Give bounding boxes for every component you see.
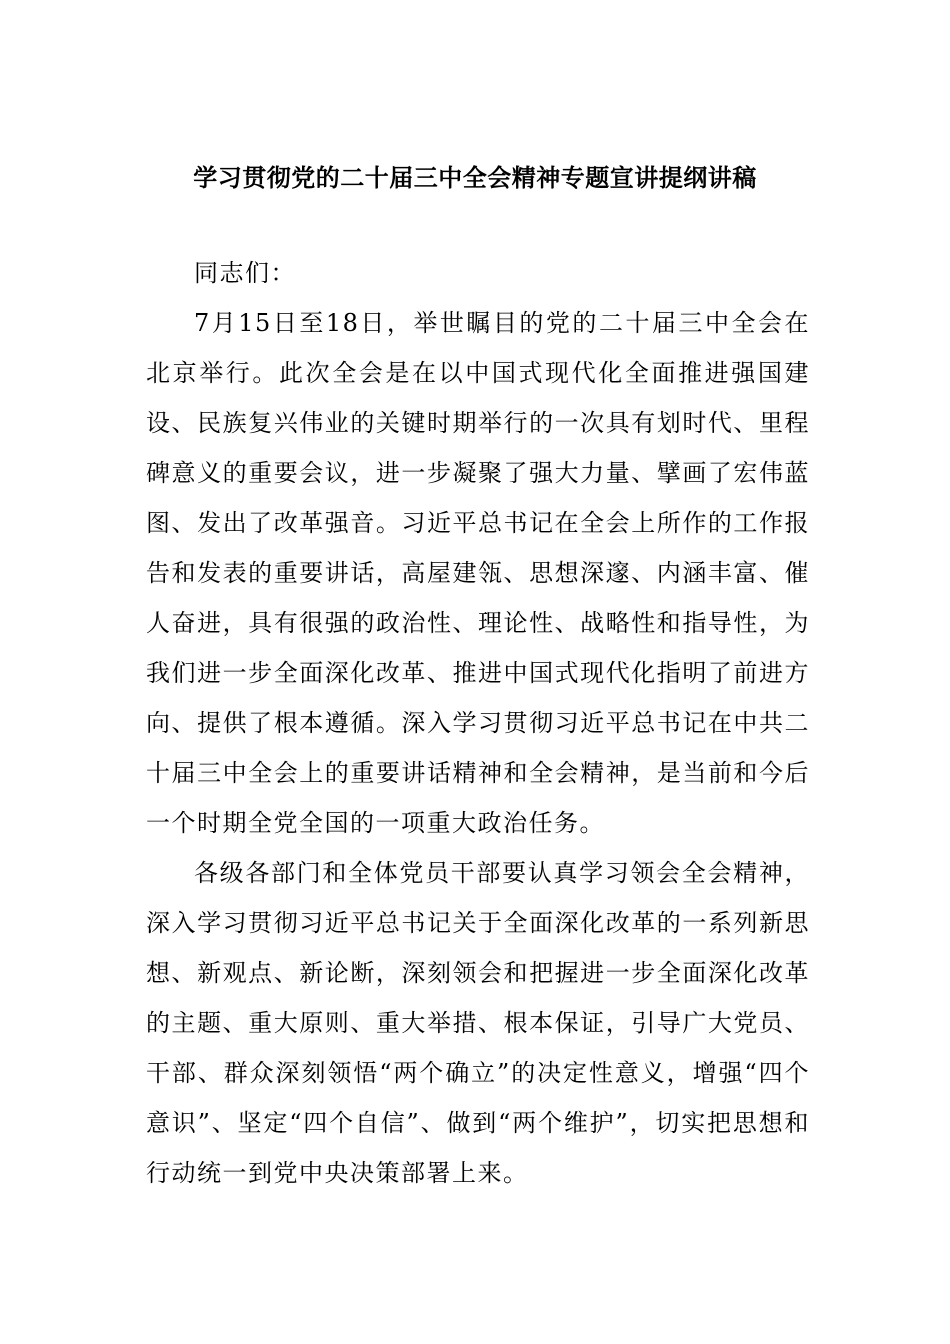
- document-title: 学习贯彻党的二十届三中全会精神专题宣讲提纲讲稿: [193, 164, 757, 192]
- body-paragraph-1: 7月15日至18日，举世瞩目的党的二十届三中全会在北京举行。此次全会是在以中国式现代化全面推进强国建设、民族复兴伟业的关键时期举行的一次具有划时代、里程碑意义的重要会议，进一步凝聚了强大力量、擘画了宏伟蓝图、发出了改革强音。习近平总书记在全会上所作的工作报告和发表的重要讲话，高屋建瓴、思想深邃、内涵丰富、催人奋进，具有很强的政治性、理论性、战略性和指导性，为我们进一步全面深化改革、推进中国式现代化指明了前进方向、提供了根本遵循。深入学习贯彻习近平总书记在中共二十届三中全会上的重要讲话精神和全会精神，是当前和今后一个时期全党全国的一项重大政治任务。: [146, 309, 810, 837]
- salutation: 同志们：: [194, 259, 296, 287]
- body-paragraph-2: 各级各部门和全体党员干部要认真学习领会全会精神，深入学习贯彻习近平总书记关于全面深化改革的一系列新思想、新观点、新论断，深刻领会和把握进一步全面深化改革的主题、重大原则、重大举措、根本保证，引导广大党员、干部、群众深刻领悟“两个确立”的决定性意义，增强“四个意识”、坚定“四个自信”、做到“两个维护”，切实把思想和行动统一到党中央决策部署上来。: [146, 859, 810, 1187]
- document-body: [146, 248, 810, 1198]
